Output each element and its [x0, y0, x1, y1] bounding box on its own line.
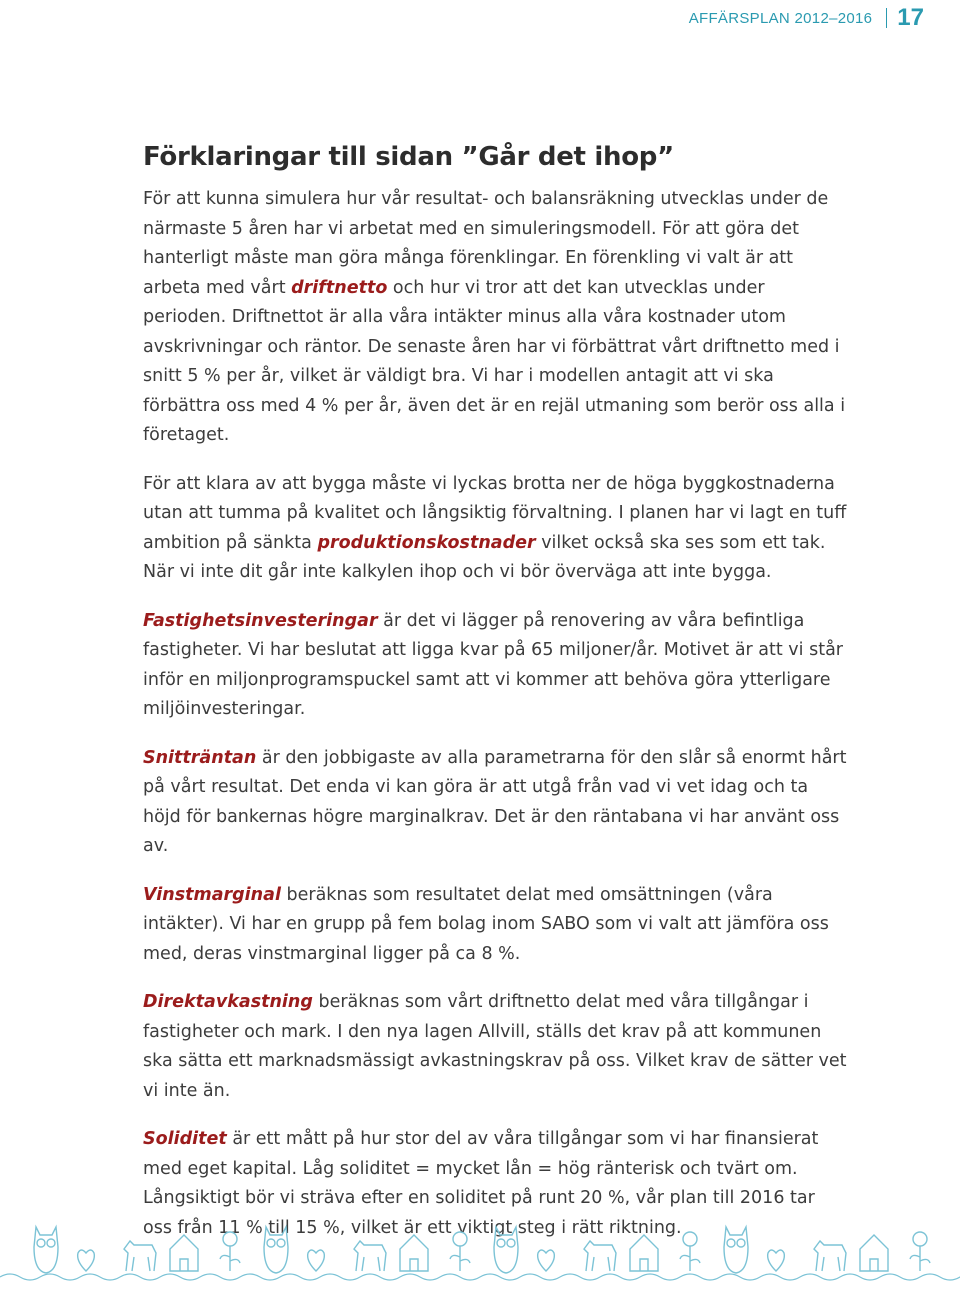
house-icon	[400, 1235, 428, 1271]
owl-eye	[737, 1239, 745, 1247]
term-highlight: Direktavkastning	[143, 992, 313, 1012]
term-highlight: driftnetto	[291, 277, 388, 298]
footer-ornament	[0, 1215, 960, 1293]
dala-horse-icon	[814, 1241, 846, 1271]
owl-eye	[37, 1239, 45, 1247]
paragraph-text: är ett mått på hur stor del av våra tillgångar som vi har finansierat med eget kapital. Låg soliditet = mycket lån = hög ränterisk och tvärt om. Långsiktigt bör vi sträva efter en soliditet på runt 20 %, vår plan till 2016 tar oss från 11 % till 15 %, vilket är ett viktigt steg i rätt riktning.	[143, 1129, 819, 1238]
horse-shape	[814, 1241, 846, 1271]
flower-stem	[910, 1246, 930, 1271]
term-highlight: Fastighetsinvesteringar	[143, 610, 378, 631]
owl-body	[494, 1227, 518, 1273]
flower-head	[223, 1232, 237, 1246]
term-highlight: Soliditet	[143, 1129, 227, 1149]
horse-shape	[584, 1241, 616, 1271]
paragraph-text: beräknas som resultatet delat med omsättningen (våra intäkter). Vi har en grupp på fem bolag inom SABO som vi valt att jämföra oss med, deras vinstmarginal ligger på ca 8 %.	[143, 884, 829, 964]
flower-head	[453, 1232, 467, 1246]
paragraph	[143, 470, 848, 588]
flower-head	[913, 1232, 927, 1246]
owl-icon	[264, 1227, 288, 1273]
paragraph	[143, 607, 848, 725]
flower-head	[683, 1232, 697, 1246]
flower-icon	[680, 1232, 700, 1271]
folk-pattern-border	[0, 1215, 960, 1293]
owl-eye	[267, 1239, 275, 1247]
page-number: 17	[897, 4, 924, 31]
owl-body	[264, 1227, 288, 1273]
owl-icon	[34, 1227, 58, 1273]
horse-shape	[124, 1241, 156, 1271]
flower-icon	[450, 1232, 470, 1271]
heart-icon	[308, 1250, 325, 1271]
paragraph-text: är den jobbigaste av alla parametrarna för den slår så enormt hårt på vårt resultat. Det enda vi kan göra är att utgå från vad vi vet idag och ta höjd för bankernas högre marginalkrav. Det är den räntabana vi har använt oss av.	[143, 747, 847, 856]
flower-icon	[910, 1232, 930, 1271]
owl-body	[34, 1227, 58, 1273]
heart-shape	[538, 1250, 555, 1271]
owl-eye	[277, 1239, 285, 1247]
paragraph	[143, 185, 848, 451]
flower-stem	[680, 1246, 700, 1271]
paragraph	[143, 744, 848, 862]
header-divider	[886, 8, 887, 28]
wave-line	[0, 1274, 960, 1280]
page-header	[689, 4, 924, 32]
heart-shape	[308, 1250, 325, 1271]
house-shape	[860, 1235, 888, 1271]
house-shape	[170, 1235, 198, 1271]
term-highlight: Vinstmarginal	[143, 884, 281, 905]
paragraph-text: För att kunna simulera hur vår resultat- och balansräkning utvecklas under de närmaste 5 åren har vi arbetat med en simuleringsmodell. För att göra det hanterligt måste man göra många förenklingar. En förenkling vi valt är att arbeta med vårt	[143, 189, 829, 298]
document-name: AFFÄRSPLAN	[688, 9, 791, 27]
dala-horse-icon	[354, 1241, 386, 1271]
running-header	[689, 10, 873, 27]
paragraph	[143, 988, 848, 1106]
owl-eye	[727, 1239, 735, 1247]
document-years: 2012–2016	[794, 9, 873, 27]
flower-stem	[450, 1246, 470, 1271]
owl-eye	[47, 1239, 55, 1247]
owl-body	[724, 1227, 748, 1273]
owl-eye	[507, 1239, 515, 1247]
heart-shape	[78, 1250, 95, 1271]
dala-horse-icon	[584, 1241, 616, 1271]
dala-horse-icon	[124, 1241, 156, 1271]
house-icon	[860, 1235, 888, 1271]
house-shape	[400, 1235, 428, 1271]
horse-shape	[354, 1241, 386, 1271]
body-text	[143, 185, 848, 1262]
house-shape	[630, 1235, 658, 1271]
heart-shape	[768, 1250, 785, 1271]
paragraph-text: är det vi lägger på renovering av våra befintliga fastigheter. Vi har beslutat att ligga kvar på 65 miljoner/år. Motivet är att vi står inför en miljonprogramspuckel samt att vi kommer att behöva göra ytterligare miljöinvesteringar.	[143, 610, 843, 719]
paragraph-text: För att klara av att bygga måste vi lyckas brotta ner de höga byggkostnaderna utan att tumma på kvalitet och långsiktig förvaltning. I planen har vi lagt en tuff ambition på sänkta	[143, 473, 847, 553]
page-title: Förklaringar till sidan ”Går det ihop”	[143, 142, 674, 172]
paragraph-text: vilket också ska ses som ett tak. När vi inte dit går inte kalkylen ihop och vi bör överväga att inte bygga.	[143, 532, 826, 582]
flower-stem	[220, 1246, 240, 1271]
paragraph-text: och hur vi tror att det kan utvecklas under perioden. Driftnettot är alla våra intäkter minus alla våra kostnader utom avskrivningar och räntor. De senaste åren har vi förbättrat vårt driftnetto med i snitt 5 % per år, vilket är väldigt bra. Vi har i modellen antagit att vi ska förbättra oss med 4 % per år, även det är en rejäl utmaning som berör oss alla i företaget.	[143, 277, 846, 445]
house-icon	[630, 1235, 658, 1271]
heart-icon	[538, 1250, 555, 1271]
heart-icon	[78, 1250, 95, 1271]
flower-icon	[220, 1232, 240, 1271]
term-highlight: Snitträntan	[143, 747, 257, 768]
owl-icon	[724, 1227, 748, 1273]
house-icon	[170, 1235, 198, 1271]
paragraph-text: beräknas som vårt driftnetto delat med våra tillgångar i fastigheter och mark. I den nya lagen Allvill, ställs det krav på att kommunen ska sätta ett marknadsmässigt avkastningskrav på oss. Vilket krav de sätter vet vi inte än.	[143, 992, 847, 1101]
owl-icon	[494, 1227, 518, 1273]
paragraph	[143, 881, 848, 970]
owl-eye	[497, 1239, 505, 1247]
heart-icon	[768, 1250, 785, 1271]
term-highlight: produktionskostnader	[317, 532, 536, 553]
